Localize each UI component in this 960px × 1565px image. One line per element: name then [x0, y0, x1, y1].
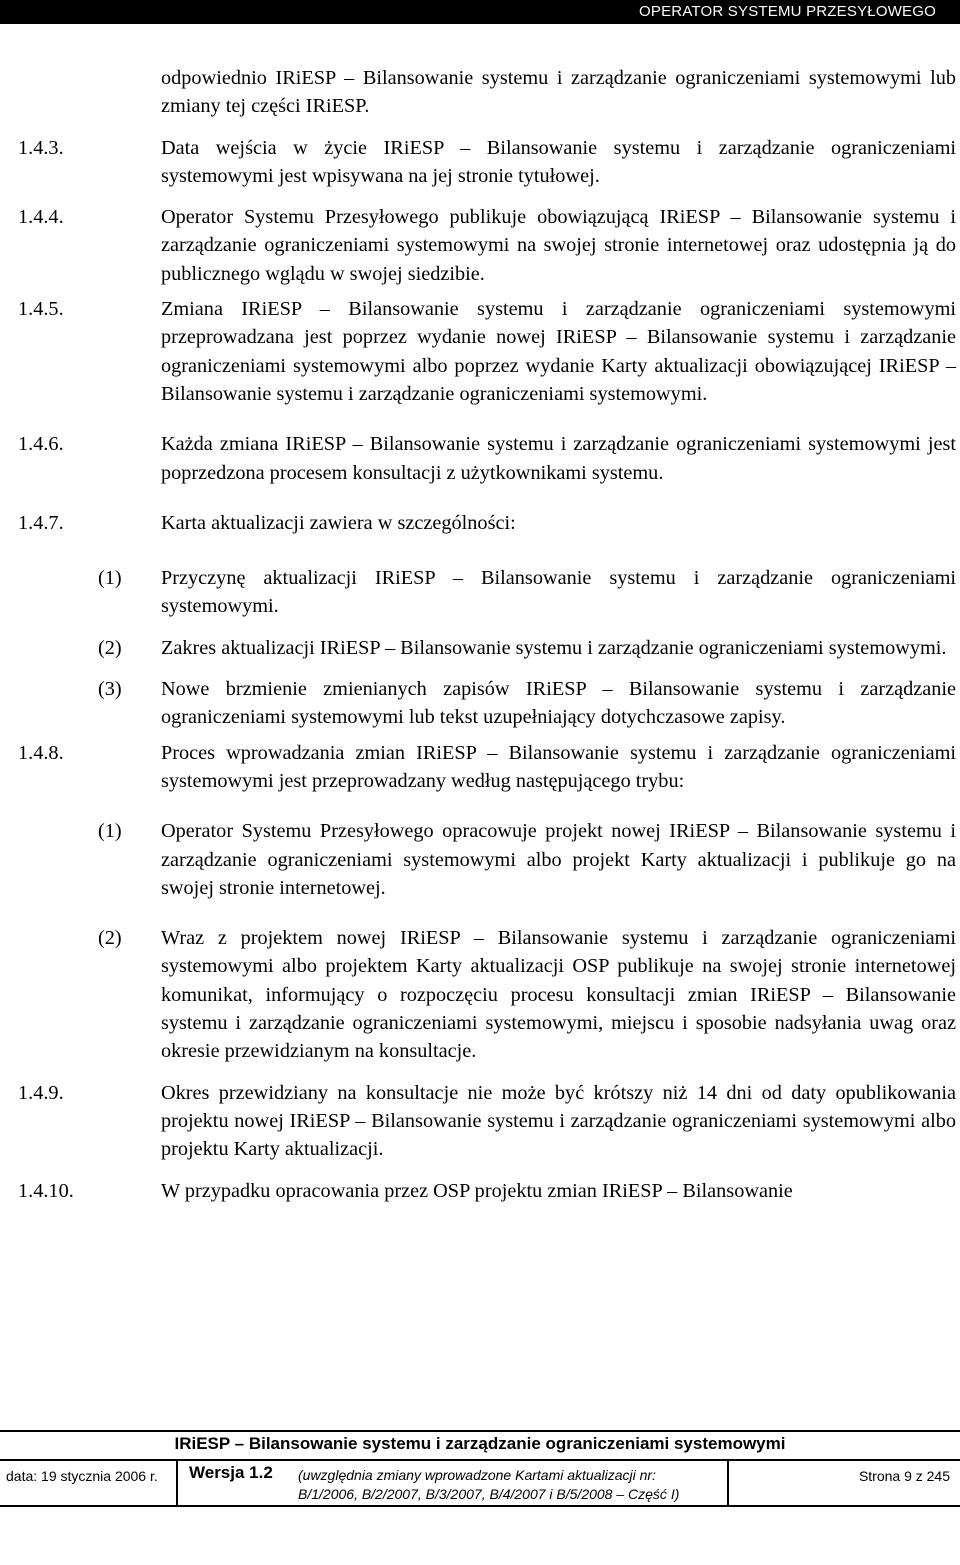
list-item-text: Nowe brzmienie zmienianych zapisów IRiESP – Bilansowanie systemu i zarządzanie ograniczeniami systemowymi lub tekst uzupełniający dotychczasowe zapisy.: [161, 678, 956, 729]
paragraph-text: Operator Systemu Przesyłowego publikuje obowiązującą IRiESP – Bilansowanie systemu i zarządzanie ograniczeniami systemowymi na swojej stronie internetowej oraz udostępnia ją do publicznego wglądu w swojej siedzibie.: [161, 206, 956, 285]
paragraph-number: 1.4.7.: [18, 511, 64, 534]
paragraph-1-4-6: [18, 430, 956, 487]
paragraph-continuation: [18, 64, 956, 121]
paragraph-number: 1.4.6.: [18, 433, 64, 456]
list-item: [18, 564, 956, 621]
paragraph-1-4-8: [18, 739, 956, 796]
footer-divider: [176, 1461, 178, 1505]
header-title: OPERATOR SYSTEMU PRZESYŁOWEGO: [639, 3, 936, 20]
list-item-label: (2): [98, 636, 122, 659]
paragraph-number: 1.4.10.: [18, 1179, 74, 1202]
footer-info-row: [0, 1461, 960, 1505]
paragraph-text: Każda zmiana IRiESP – Bilansowanie systemu i zarządzanie ograniczeniami systemowymi jest poprzedzona procesem konsultacji z użytkownikami systemu.: [161, 433, 956, 484]
list-item-text: Przyczynę aktualizacji IRiESP – Bilansowanie systemu i zarządzanie ograniczeniami systemowymi.: [161, 567, 956, 618]
paragraph-number: 1.4.9.: [18, 1081, 64, 1104]
list-item: [18, 675, 956, 732]
paragraph-number: 1.4.8.: [18, 741, 64, 764]
list-item-label: (1): [98, 820, 122, 843]
paragraph-text: Data wejścia w życie IRiESP – Bilansowanie systemu i zarządzanie ograniczeniami systemowymi jest wpisywana na jej stronie tytułowej.: [161, 136, 956, 187]
list-item-text: Zakres aktualizacji IRiESP – Bilansowanie systemu i zarządzanie ograniczeniami systemowymi.: [161, 636, 947, 659]
paragraph-1-4-10: [18, 1177, 956, 1205]
footer-date: data: 19 stycznia 2006 r.: [6, 1468, 158, 1484]
list-item: [18, 817, 956, 902]
paragraph-number: 1.4.5.: [18, 298, 64, 321]
paragraph-text: Karta aktualizacji zawiera w szczególności:: [161, 511, 516, 534]
paragraph-text: Zmiana IRiESP – Bilansowanie systemu i zarządzanie ograniczeniami systemowymi przeprowadzana jest poprzez wydanie nowej IRiESP – Bilansowanie systemu i zarządzanie ograniczeniami systemowymi albo poprzez wydanie Karty aktualizacji obowiązującej IRiESP – Bilansowanie systemu i zarządzanie ograniczeniami systemowymi.: [161, 298, 956, 405]
footer-top-rule: [0, 1430, 960, 1432]
paragraph-number: 1.4.3.: [18, 136, 64, 159]
list-item-text: Operator Systemu Przesyłowego opracowuje projekt nowej IRiESP – Bilansowanie systemu i zarządzanie ograniczeniami systemowymi albo projekt Karty aktualizacji i publikuje go na swojej stronie internetowej.: [161, 820, 956, 899]
list-item: [18, 924, 956, 1065]
list-item-label: (2): [98, 927, 122, 950]
paragraph-1-4-5: [18, 295, 956, 408]
paragraph-text: Okres przewidziany na konsultacje nie może być krótszy niż 14 dni od daty opublikowania projektu nowej IRiESP – Bilansowanie systemu i zarządzanie ograniczeniami systemowymi albo projektu Karty aktualizacji.: [161, 1081, 956, 1161]
footer-version: Wersja 1.2: [189, 1463, 273, 1482]
list-item: [18, 634, 956, 662]
footer-title: IRiESP – Bilansowanie systemu i zarządzanie ograniczeniami systemowymi: [174, 1434, 786, 1453]
paragraph-1-4-7: [18, 509, 956, 537]
document-body: [18, 64, 956, 1205]
paragraph-text: Proces wprowadzania zmian IRiESP – Bilansowanie systemu i zarządzanie ograniczeniami systemowymi jest przeprowadzany według następującego trybu:: [161, 741, 956, 792]
paragraph-number: 1.4.4.: [18, 206, 64, 229]
running-header: [0, 0, 960, 24]
paragraph-1-4-9: [18, 1079, 956, 1164]
list-item-text: Wraz z projektem nowej IRiESP – Bilansowanie systemu i zarządzanie ograniczeniami systemowymi albo projektem Karty aktualizacji OSP publikuje na swojej stronie internetowej komunikat, informujący o rozpoczęciu procesu konsultacji zmian IRiESP – Bilansowanie systemu i zarządzanie ograniczeniami systemowymi, miejscu i sposobie nadsyłania uwag oraz okresie przewidzianym na konsultacje.: [161, 927, 956, 1063]
list-item-label: (3): [98, 678, 122, 701]
footer-page-number: Strona 9 z 245: [858, 1468, 950, 1484]
footer-divider: [727, 1461, 729, 1505]
paragraph-text: odpowiednio IRiESP – Bilansowanie systemu i zarządzanie ograniczeniami systemowymi lub zmiany tej części IRiESP.: [161, 67, 956, 118]
paragraph-1-4-4: [18, 203, 956, 288]
footer-update-note: (uwzględnia zmiany wprowadzone Kartami aktualizacji nr: B/1/2006, B/2/2007, B/3/2007, B/4/2007 i B/5/2008 – Część I): [298, 1467, 680, 1502]
paragraph-1-4-3: [18, 134, 956, 191]
footer-bottom-rule: [0, 1505, 960, 1507]
paragraph-text: W przypadku opracowania przez OSP projektu zmian IRiESP – Bilansowanie: [161, 1179, 793, 1202]
list-item-label: (1): [98, 567, 122, 590]
